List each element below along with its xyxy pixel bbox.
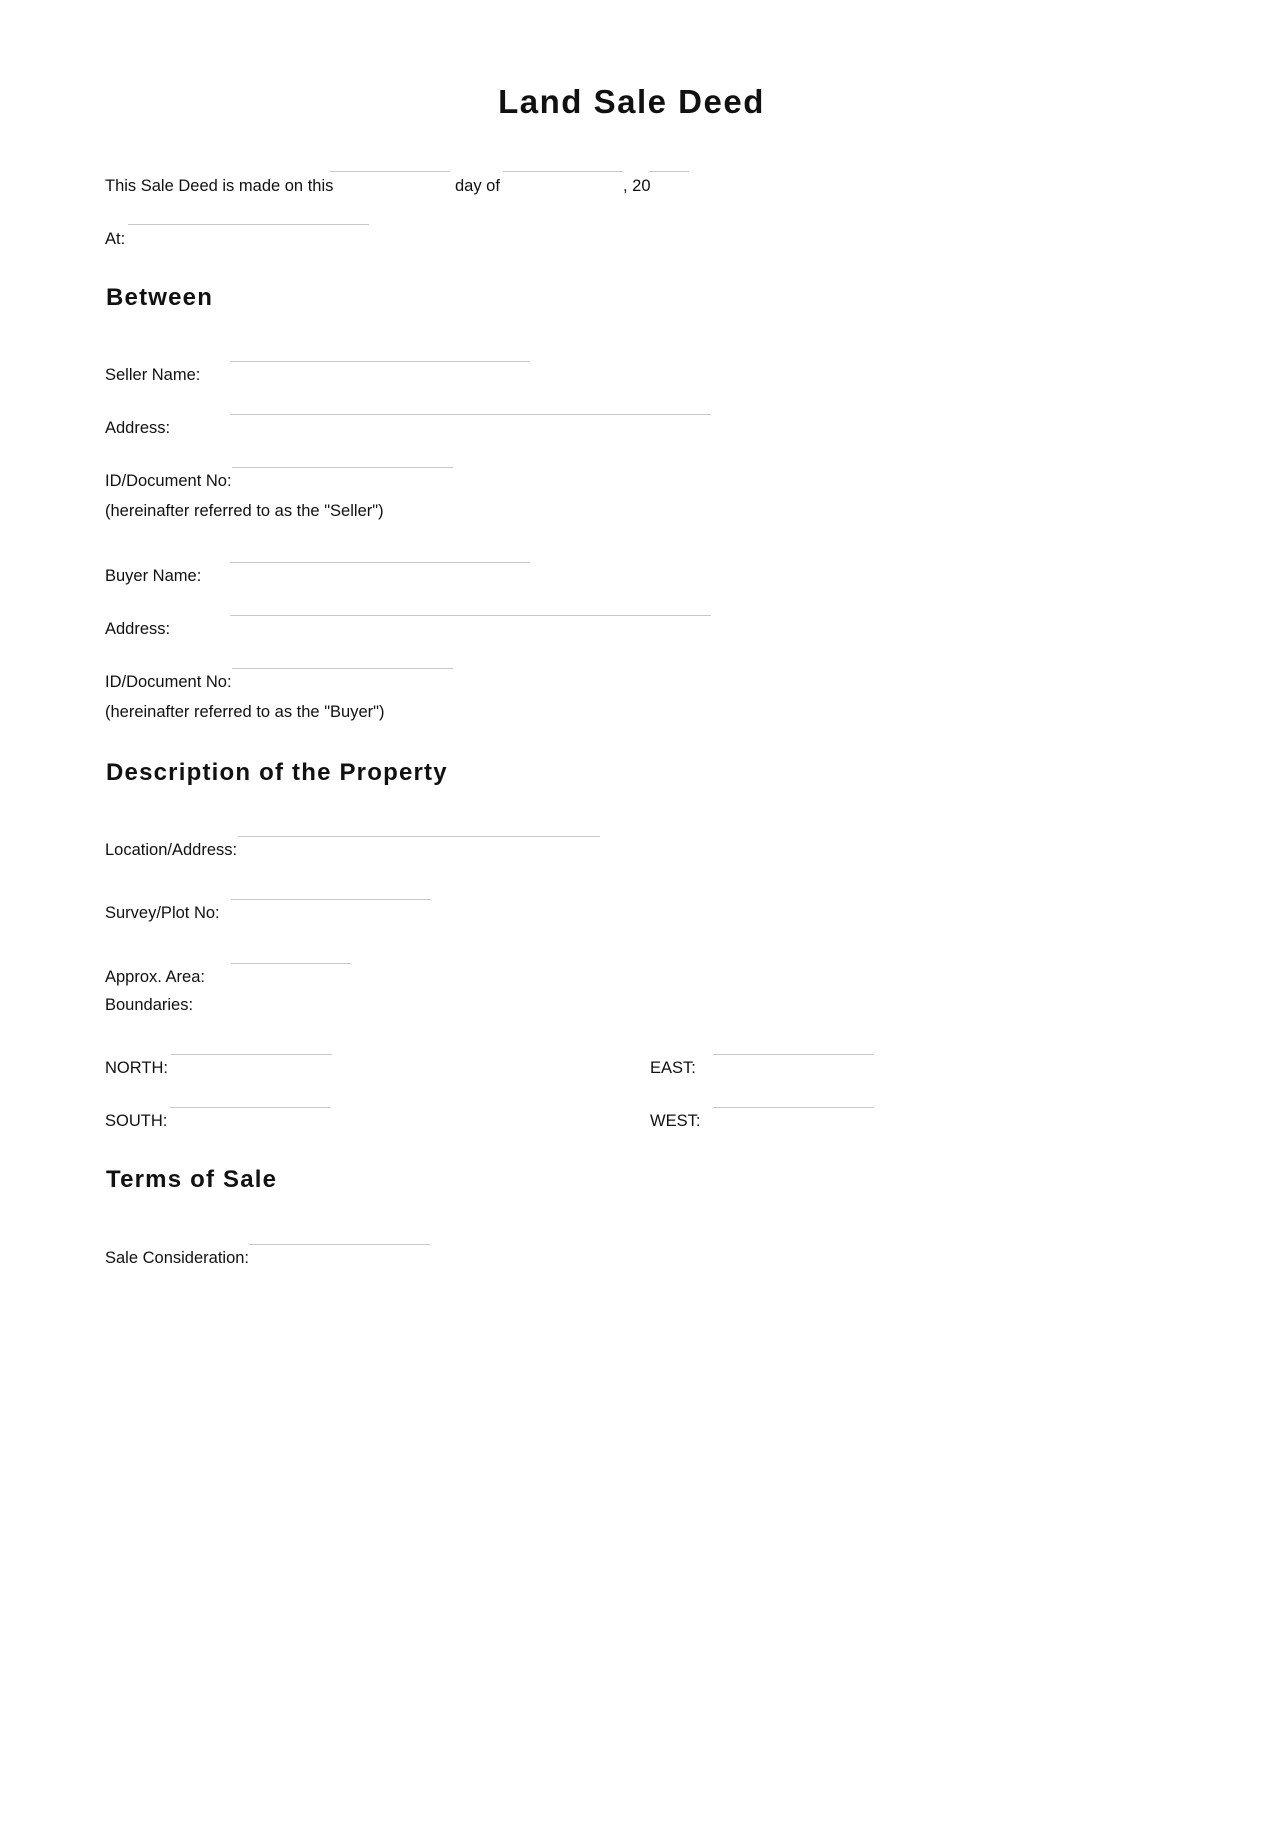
east-label: EAST: (650, 1059, 696, 1077)
seller-id-field[interactable] (232, 444, 453, 468)
location-field[interactable] (238, 813, 600, 837)
boundaries-label: Boundaries: (105, 996, 194, 1014)
year-field[interactable] (649, 148, 689, 172)
page-title: Land Sale Deed (498, 83, 765, 120)
property-heading: Description of the Property (106, 759, 448, 786)
south-label: SOUTH: (105, 1112, 168, 1130)
seller-name-field[interactable] (230, 338, 530, 362)
east-field[interactable] (713, 1031, 874, 1055)
west-field[interactable] (713, 1084, 874, 1108)
west-label: WEST: (650, 1112, 701, 1130)
consideration-label: Sale Consideration: (105, 1249, 250, 1267)
survey-field[interactable] (231, 876, 431, 900)
buyer-id-field[interactable] (232, 645, 453, 669)
location-label: Location/Address: (105, 841, 238, 859)
at-label: At: (105, 230, 126, 248)
buyer-name-label: Buyer Name: (105, 567, 202, 585)
buyer-name-field[interactable] (230, 539, 530, 563)
area-field[interactable] (231, 940, 351, 964)
seller-id-label: ID/Document No: (105, 472, 232, 490)
buyer-id-label: ID/Document No: (105, 673, 232, 691)
buyer-address-field[interactable] (230, 592, 711, 616)
seller-name-label: Seller Name: (105, 366, 201, 384)
seller-referred-note: (hereinafter referred to as the "Seller") (105, 502, 384, 520)
year-prefix-label: , 20 (623, 177, 651, 195)
area-label: Approx. Area: (105, 968, 205, 986)
seller-address-field[interactable] (230, 391, 711, 415)
terms-heading: Terms of Sale (106, 1166, 278, 1193)
month-field[interactable] (503, 148, 623, 172)
consideration-field[interactable] (249, 1221, 430, 1245)
made-on-day-field[interactable] (330, 148, 450, 172)
south-field[interactable] (170, 1084, 331, 1108)
north-field[interactable] (171, 1031, 332, 1055)
seller-address-label: Address: (105, 419, 171, 437)
buyer-referred-note: (hereinafter referred to as the "Buyer") (105, 703, 385, 721)
at-location-field[interactable] (128, 201, 369, 225)
survey-label: Survey/Plot No: (105, 904, 220, 922)
day-of-label: day of (455, 177, 500, 195)
north-label: NORTH: (105, 1059, 168, 1077)
buyer-address-label: Address: (105, 620, 171, 638)
made-on-label: This Sale Deed is made on this (105, 177, 334, 195)
between-heading: Between (106, 284, 214, 311)
